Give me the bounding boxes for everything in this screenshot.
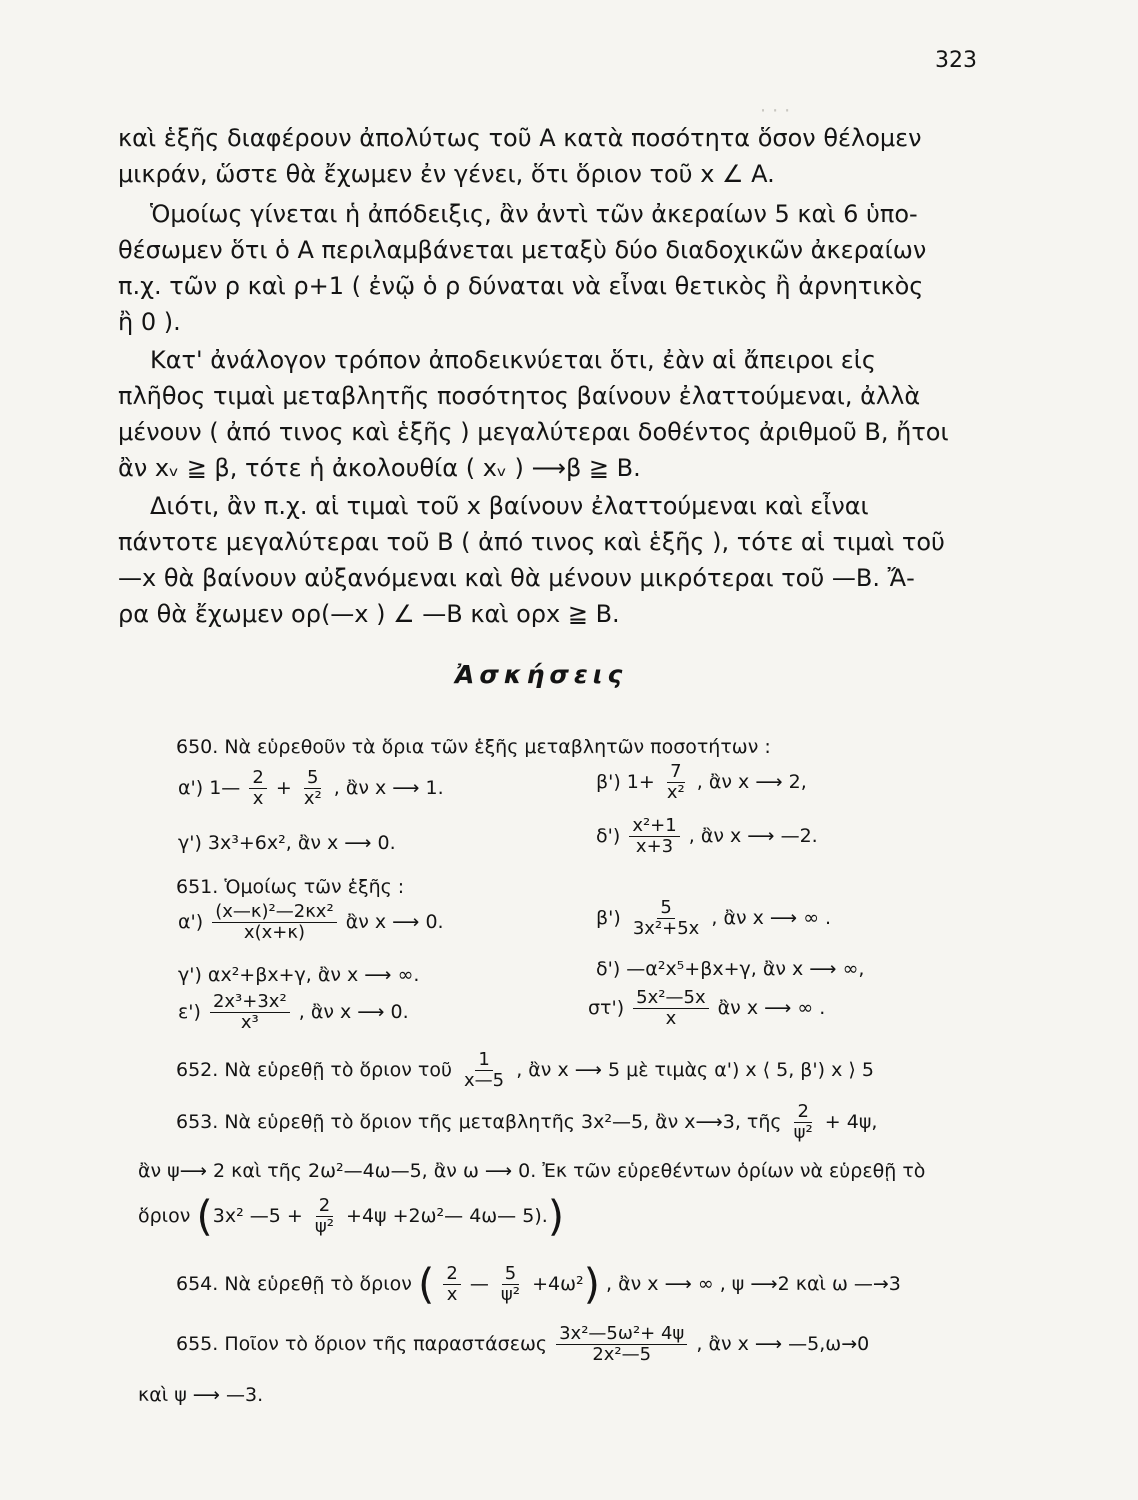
text-line: Ὁμοίως γίνεται ἡ ἀπόδειξις, ἂν ἀντὶ τῶν ἀκεραίων 5 καὶ 6 ὑπο- [150,200,918,228]
exercise-650-c: γ') 3x³+6x², ἂν x ⟶ 0. [178,832,396,854]
exercise-653-line2: ἂν ψ⟶ 2 καὶ τῆς 2ω²—4ω—5, ἂν ω ⟶ 0. Ἐκ τῶν εὑρεθέντων ὁρίων νὰ εὑρεθῇ τὸ [138,1160,926,1182]
text-line: ρα θὰ ἔχωμεν ορ(—x ) ∠ —Β καὶ ορx ≧ Β. [118,600,620,628]
text-line: θέσωμεν ὅτι ὁ Α περιλαμβάνεται μεταξὺ δύο διαδοχικῶν ἀκεραίων [118,236,927,264]
fraction: $\frac{2}{\text{ψ²}}$ [793,1101,813,1143]
fraction: $\frac{5}{\text{ψ²}}$ [500,1263,521,1305]
exercise-651-e: ε') $\frac{\text{2x³+3x²}}{\text{x³}}$ , ἂν x ⟶ 0. [178,991,409,1033]
fraction: $\frac{\text{x²+1}}{x+3}$ [629,816,679,857]
exercise-650-title: 650. Νὰ εὑρεθοῦν τὰ ὅρια τῶν ἑξῆς μεταβλητῶν ποσοτήτων : [176,736,771,758]
fraction: $\frac{\text{(x—κ)²—2κx²}}{x(x+\kappa)}$ [212,902,336,943]
exercise-650-a: α') 1— $\frac{2}{x}$ + $\frac{5}{\text{x²}}$ , ἂν x ⟶ 1. [178,767,444,809]
text-line: πλῆθος τιμαὶ μεταβλητῆς ποσότητος βαίνουν ἐλαττούμεναι, ἀλλὰ [118,382,921,410]
bleed-through: · · · [760,100,791,122]
fraction: $\frac{1}{x—5}$ [464,1049,505,1091]
exercise-651-d: δ') —α²x⁵+βx+γ, ἂν x ⟶ ∞, [596,958,865,980]
exercise-653-line3: ὅριον (3x² —5 + $\frac{2}{\text{ψ²}}$ +4ψ +2ω²— 4ω— 5).) [138,1191,565,1241]
exercise-651-f: στ') $\frac{\text{5x²—5x}}{x}$ ἂν x ⟶ ∞ . [588,987,826,1029]
text-line: πάντοτε μεγαλύτεραι τοῦ Β ( ἀπό τινος καὶ ἑξῆς ), τότε αἱ τιμαὶ τοῦ [118,528,945,556]
page-number: 323 [935,48,977,73]
text-line: μικράν, ὥστε θὰ ἔχωμεν ἐν γένει, ὅτι ὅριον τοῦ x ∠ A. [118,160,775,188]
fraction: $\frac{2}{x}$ [249,768,266,809]
exercise-655-line2: καὶ ψ ⟶ —3. [138,1384,264,1406]
text-line: μένουν ( ἀπό τινος καὶ ἑξῆς ) μεγαλύτεραι δοθέντος ἀριθμοῦ Β, ἤτοι [118,418,949,446]
exercise-650-b: β') 1+ $\frac{7}{\text{x²}}$ , ἂν x ⟶ 2, [596,761,807,803]
fraction: $\frac{\text{5x²—5x}}{x}$ [633,988,708,1029]
fraction: $\frac{7}{\text{x²}}$ [666,761,685,803]
fraction: $\frac{2}{\text{ψ²}}$ [314,1195,334,1237]
exercise-654: 654. Νὰ εὑρεθῇ τὸ ὅριον ( $\frac{2}{x}$ — $\frac{5}{\text{ψ²}}$ +4ω²) , ἂν x ⟶ ∞ , ψ ⟶2 καὶ ω —→3 [176,1259,901,1309]
fraction: $\frac{\text{3x²—5ω²+ 4ψ}}{\text{2x²—5}}$ [556,1324,687,1365]
section-heading: Ἀσκήσεις [455,660,628,689]
text-line: ἂν xᵥ ≧ β, τότε ἡ ἀκολουθία ( xᵥ ) ⟶β ≧ Β. [118,454,641,482]
exercise-653-line1: 653. Νὰ εὑρεθῇ τὸ ὅριον τῆς μεταβλητῆς 3x²—5, ἂν x⟶3, τῆς $\frac{2}{\text{ψ²}}$ + 4ψ, [176,1101,878,1143]
item-label: α') 1— [178,777,241,799]
fraction: $\frac{5}{\text{x²}}$ [303,767,322,809]
exercise-651-b: β') $\frac{5}{\text{3x²+5x}}$ , ἂν x ⟶ ∞ . [596,897,832,939]
fraction: $\frac{\text{2x³+3x²}}{\text{x³}}$ [210,992,290,1033]
text-line: —x θὰ βαίνουν αὐξανόμεναι καὶ θὰ μένουν μικρότεραι τοῦ —Β. Ἄ- [118,564,915,592]
exercise-651-a: α') $\frac{\text{(x—κ)²—2κx²}}{x(x+\kappa)}$ ἂν x ⟶ 0. [178,901,444,943]
exercise-655: 655. Ποῖον τὸ ὅριον τῆς παραστάσεως $\frac{\text{3x²—5ω²+ 4ψ}}{\text{2x²—5}}$ , ἂν x ⟶ —5,ω→0 [176,1323,870,1365]
text-line: Κατ' ἀνάλογον τρόπον ἀποδεικνύεται ὅτι, ἐὰν αἱ ἄπειροι εἰς [150,346,876,374]
exercise-651-title: 651. Ὁμοίως τῶν ἑξῆς : [176,876,405,898]
exercise-651-c: γ') αx²+βx+γ, ἂν x ⟶ ∞. [178,964,420,986]
fraction: $\frac{2}{x}$ [443,1264,460,1305]
fraction: $\frac{5}{\text{3x²+5x}}$ [632,897,700,939]
text-line: καὶ ἑξῆς διαφέρουν ἀπολύτως τοῦ Α κατὰ ποσότητα ὅσον θέλομεν [118,124,922,152]
text-line: Διότι, ἂν π.χ. αἱ τιμαὶ τοῦ x βαίνουν ἐλαττούμεναι καὶ εἶναι [150,492,869,520]
exercise-652: 652. Νὰ εὑρεθῇ τὸ ὅριον τοῦ $\frac{1}{x—5}$ , ἂν x ⟶ 5 μὲ τιμὰς α') x ⟨ 5, β') x ⟩ 5 [176,1049,874,1091]
text-line: π.χ. τῶν ρ καὶ ρ+1 ( ἐνῷ ὁ ρ δύναται νὰ εἶναι θετικὸς ἢ ἀρνητικὸς [118,272,924,300]
text-line: ἢ 0 ). [118,308,181,336]
exercise-650-d: δ') $\frac{\text{x²+1}}{x+3}$ , ἂν x ⟶ —2. [596,815,818,857]
